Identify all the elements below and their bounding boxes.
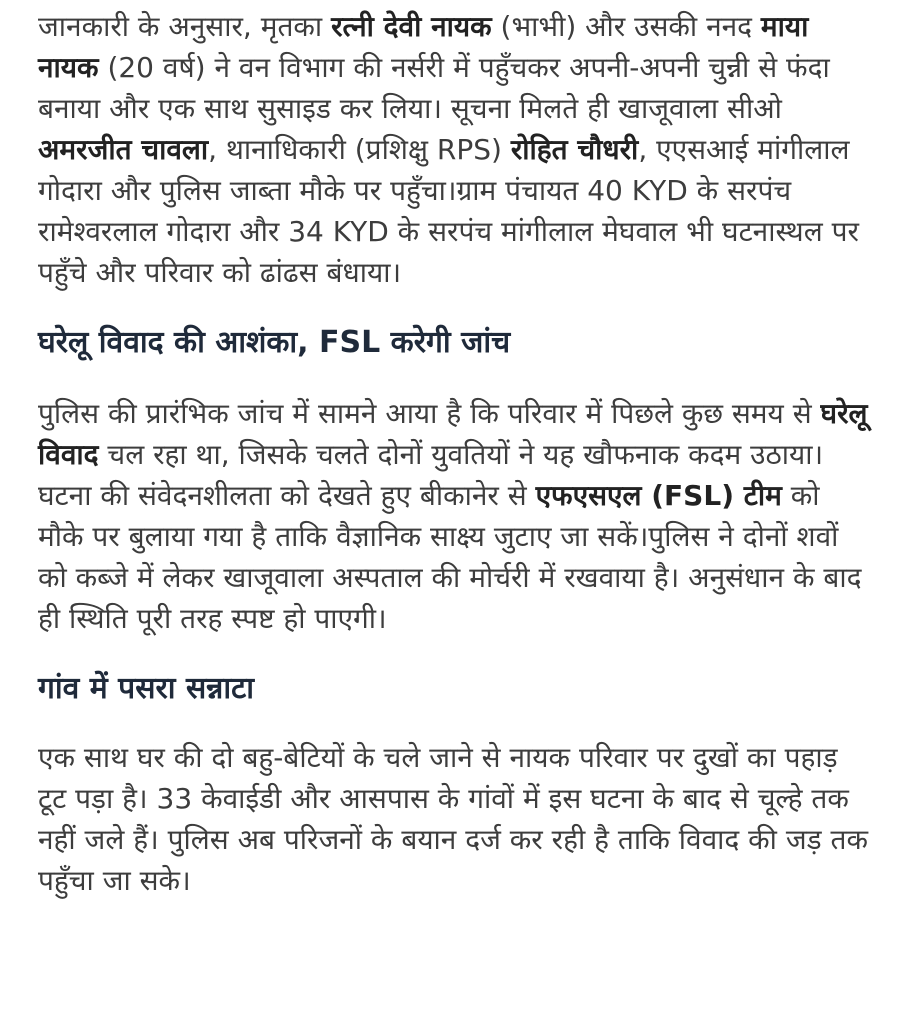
text-run: एक साथ घर की दो बहु-बेटियों के चले जाने से नायक परिवार पर दुखों का पहाड़ टूट पड़ा है। 33 केवाईडी और आसपास के गांवों में इस घटना के बाद से चूल्हे तक नहीं जले हैं। पुलिस अब परिजनों के बयान दर्ज कर रही है ताकि विवाद की जड़ तक पहुँचा जा सके। (38, 741, 868, 897)
highlight-fsl-team: एफएसएल (FSL) टीम (535, 479, 782, 512)
text-run: जानकारी के अनुसार, मृतका (38, 10, 332, 43)
text-run: को मौके पर बुलाया गया है ताकि वैज्ञानिक साक्ष्य जुटाए जा सकें।पुलिस ने दोनों शवों को कब्जे में लेकर खाजूवाला अस्पताल की मोर्चरी में रखवाया है। अनुसंधान के बाद ही स्थिति पूरी तरह स्पष्ट हो पाएगी। (38, 479, 862, 635)
name-maya-nayak: माया नायक (38, 10, 809, 84)
text-run: चल रहा था, जिसके चलते दोनों युवतियों ने यह खौफनाक कदम उठाया।घटना की संवेदनशीलता को देखते हुए बीकानेर से (38, 438, 824, 512)
text-run: (भाभी) और उसकी ननद (491, 10, 761, 43)
paragraph-village (38, 737, 868, 901)
name-ratni-devi-nayak: रत्नी देवी नायक (331, 10, 492, 43)
text-run: (20 वर्ष) ने वन विभाग की नर्सरी में पहुँचकर अपनी-अपनी चुन्नी से फंदा बनाया और एक साथ सुसाइड कर लिया। सूचना मिलते ही खाजूवाला सीओ (38, 51, 830, 125)
name-amarjeet-chawla: अमरजीत चावला (38, 133, 209, 166)
paragraph-incident (38, 6, 868, 293)
text-run: , एएसआई मांगीलाल गोदारा और पुलिस जाब्ता मौके पर पहुँचा।ग्राम पंचायत 40 KYD के सरपंच रामेश्वरलाल गोदारा और 34 KYD के सरपंच मांगीलाल मेघवाल भी घटनास्थल पर पहुँचे और परिवार को ढांढस बंधाया। (38, 133, 859, 289)
text-run: पुलिस की प्रारंभिक जांच में सामने आया है कि परिवार में पिछले कुछ समय से (38, 397, 821, 430)
name-rohit-choudhary: रोहित चौधरी (510, 133, 639, 166)
highlight-domestic-dispute: घरेलू विवाद (38, 397, 868, 471)
section-heading-fsl: घरेलू विवाद की आशंका, FSL करेगी जांच (38, 325, 511, 360)
text-run: , थानाधिकारी (प्रशिक्षु RPS) (208, 133, 511, 166)
section-heading-village: गांव में पसरा सन्नाटा (38, 671, 255, 706)
paragraph-investigation (38, 393, 868, 639)
